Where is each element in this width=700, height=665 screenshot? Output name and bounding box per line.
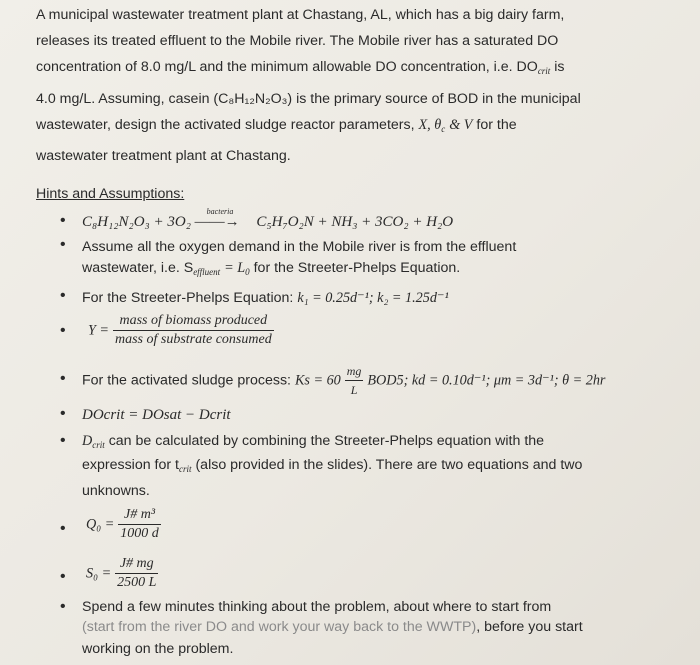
hint-7-line-1: $D_{crit}$ can be calculated by combining the Streeter-Phelps equation with the [82, 433, 545, 450]
reaction-right: C₅H₇O₂N + NH₃ + 3CO₂ + H₂O [256, 214, 454, 230]
bullet: • [60, 432, 66, 449]
hints-heading: Hints and Assumptions: [36, 186, 185, 202]
hint-10-line-2: (start from the river DO and work your way back to the WWTP), before you start [82, 619, 583, 635]
reaction-arrow: bacteria ——→ [194, 207, 240, 230]
bullet: • [60, 405, 66, 422]
hint-7-line-2: expression for $t_{crit}$ (also provided in the slides). There are two equations and two [82, 457, 583, 474]
hint-5: For the activated sludge process: Ks = 60 $\frac{mg}{L}$ BOD5; kd = 0.10d⁻¹; μm = 3d⁻¹; θ = 2hr [82, 364, 606, 397]
bullet: • [60, 287, 66, 304]
hint-2-line-1: Assume all the oxygen demand in the Mobile river is from the effluent [82, 239, 517, 255]
hint-2-line-2: wastewater, i.e. $S_{effluent} = L_0$ for the Streeter-Phelps Equation. [82, 260, 461, 277]
bullet: • [60, 568, 66, 585]
problem-line-1: A municipal wastewater treatment plant at Chastang, AL, which has a big dairy farm, [36, 7, 565, 23]
problem-line-5: wastewater, design the activated sludge reactor parameters, X, $\theta_c$ & V for the [36, 117, 517, 134]
hint-7-line-3: unknowns. [82, 483, 150, 499]
problem-line-3: concentration of 8.0 mg/L and the minimum allowable DO concentration, i.e. $DO_{crit}$ is [36, 59, 565, 76]
yield-definition: Y = $\frac{\text{mass of biomass produced}}{\text{mass of substrate consumed}}$ [88, 313, 272, 347]
flow-definition: Q₀ = $\frac{\text{J\# m³}}{1000 d}$ [86, 507, 159, 541]
substrate-definition: S₀ = $\frac{J\# mg}{2500 L}$ [86, 556, 157, 590]
bullet: • [60, 212, 66, 229]
bullet: • [60, 236, 66, 253]
bullet: • [60, 370, 66, 387]
bullet: • [60, 520, 66, 537]
hint-3: For the Streeter-Phelps Equation: k₁ = 0.25d⁻¹; k₂ = 1.25d⁻¹ [82, 290, 449, 306]
bullet: • [60, 322, 66, 339]
problem-line-4: 4.0 mg/L. Assuming, casein (C₈H₁₂N₂O₃) is the primary source of BOD in the municipal [36, 91, 581, 107]
hint-10-line-1: Spend a few minutes thinking about the problem, about where to start from [82, 599, 552, 615]
problem-line-2: releases its treated effluent to the Mobile river. The Mobile river has a saturated DO [36, 33, 559, 49]
reaction-equation [82, 207, 454, 231]
bullet: • [60, 598, 66, 615]
reaction-left: C₈H₁₂N₂O₃ + 3O₂ [82, 214, 191, 230]
hint-10-line-3: working on the problem. [82, 641, 234, 657]
hint-6-equation: DOcrit = DOsat − Dcrit [82, 407, 231, 423]
problem-line-6: wastewater treatment plant at Chastang. [36, 148, 291, 164]
